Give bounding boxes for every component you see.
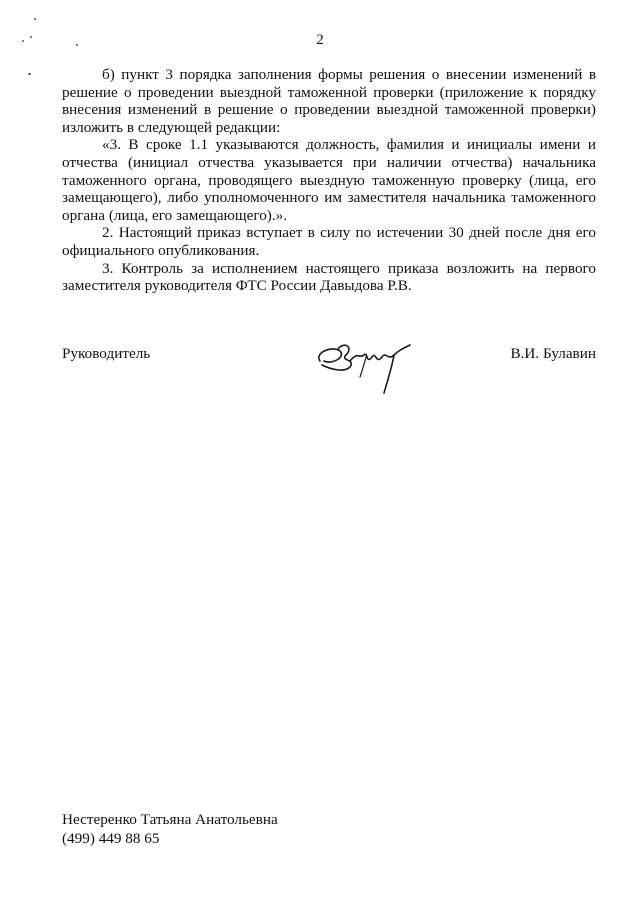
handwritten-signature [310,331,420,401]
paragraph-amendment: б) пункт 3 порядка заполнения формы решения о внесении изменений в решение о проведении выездной таможенной проверки (приложение к порядку внесения изменений в решение о проведении выездной таможенной проверки) изложить в следующей редакции: [62,66,596,136]
paragraph-control: 3. Контроль за исполнением настоящего приказа возложить на первого заместителя руководителя ФТС России Давыдова Р.В. [62,259,596,295]
scan-speck [28,73,31,75]
signatory-title: Руководитель [62,345,151,362]
signatory-name: В.И. Булавин [510,345,596,362]
executor-block [62,810,278,848]
executor-phone: (499) 449 88 65 [62,830,160,847]
paragraph-new-wording: «3. В сроке 1.1 указываются должность, фамилия и инициалы имени и отчества (инициал отчества указывается при наличии отчества) начальника таможенного органа, проводящего выездную таможенную проверку (лица, его замещающего), либо уполномоченного им заместителя начальника таможенного органа (лица, его замещающего).». [62,136,596,224]
page-number: 2 [316,32,324,48]
signature-block [62,345,596,405]
document-body [62,66,596,295]
scan-speck [34,18,36,20]
paragraph-effective-date: 2. Настоящий приказ вступает в силу по истечении 30 дней после дня его официального опубликования. [62,224,596,259]
executor-name: Нестеренко Татьяна Анатольевна [62,811,278,828]
